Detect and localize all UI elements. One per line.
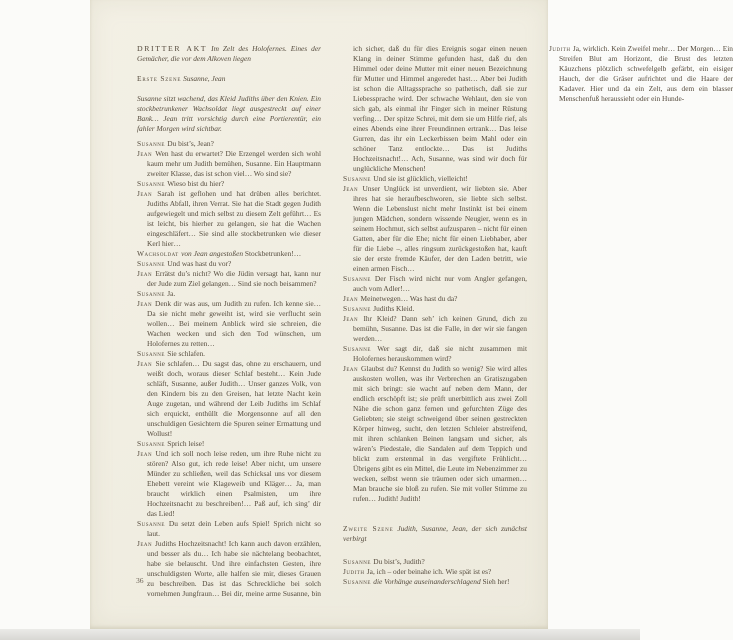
speech (549, 44, 733, 104)
speaker-name: Susanne (137, 439, 168, 448)
speaker-name: Susanne (137, 519, 169, 528)
speaker-name: Jean (343, 294, 361, 303)
speech-text: Sarah ist geflohen und hat drüben alles berichtet. Judiths Abfall, ihren Verrat. Sie hat die Stadt gegen Judith aufgewiegelt und mich selbst zu diesem Zelt geführt… Es ist leicht, bis hierher zu gelangen, sie hat die Wachen eingeschläfert… Sie sind alle stockbetrunken wie dieser Kerl hier… (147, 189, 322, 248)
scene-1-stage-direction: Susanne sitzt wachend, das Kleid Judiths über den Knien. Ein stockbetrunkener Wachsoldat liegt ausgestreckt auf einer Bank… Jean tritt vorsichtig durch eine Portierentür, ein fahler Morgen wird sichtbar. (137, 94, 321, 133)
speech-text: Der Fisch wird nicht nur vom Angler gefangen, auch vom Adler!… (353, 274, 527, 293)
speech-text: Denk dir was aus, um Judith zu rufen. Ich kenne sie… Da sie nicht mehr geweiht ist, wird sie verflucht sein wollen… Bei meinem Anblick wird sie schreien, die Wachen wecken und sich den Tod wünschen, um Holofernes zu retten… (147, 299, 321, 348)
scene-1-label: Erste Szene (137, 74, 182, 83)
speech-text: Sie schlafen. (167, 349, 206, 358)
speaker-name: Susanne (343, 577, 374, 586)
speech (343, 364, 527, 504)
speaker-name: Jean (137, 299, 156, 308)
scene-2-label: Zweite Szene (343, 524, 394, 533)
speech-text: Errätst du’s nicht? Wo die Jüdin versagt hat, kann nur der Jude zum Ziel gelangen… Sind sie noch beisammen? (147, 269, 321, 288)
stage-note-inline: von Jean angestoßen (181, 249, 245, 258)
speaker-name: Susanne (137, 179, 168, 188)
speech-text: Sieh her! (482, 577, 510, 586)
speech-text: Und ich soll noch leise reden, um ihre Ruhe nicht zu stören? Also gut, ich rede leise! Aber nicht, um unsere Münder zu schließen, weil das Schicksal uns vor diesem Ehebett vereint wie Klageweib und Kläger… Ja, man braucht wirklich einen Psalmisten, um ihre Hochzeitsnacht zu beschreiben!… Paß auf, ich sing’ dir das Lied! (147, 449, 321, 518)
speech (137, 289, 321, 299)
speech-text: Und sie ist glücklich, vielleicht! (373, 174, 468, 183)
speaker-name: Jean (343, 364, 362, 373)
speaker-name: Jean (137, 149, 156, 158)
scene-2-characters: Judith, Susanne, Jean, der sich zunächst verbirgt (343, 524, 527, 543)
page-number: 36 (136, 576, 144, 585)
speaker-name: Susanne (343, 344, 378, 353)
photo-bottom-edge (0, 629, 640, 640)
page-text-columns (137, 44, 733, 604)
speech (137, 179, 321, 189)
speaker-name: Jean (137, 449, 156, 458)
speaker-name: Judith (549, 44, 573, 53)
speech-text: Judiths Kleid. (373, 304, 415, 313)
act-label: DRITTER AKT (137, 44, 208, 53)
speech (343, 557, 527, 567)
speech-text: Und was hast du vor? (167, 259, 232, 268)
speaker-name: Jean (137, 359, 156, 368)
speech-text: Ja, ich – oder beinahe ich. Wie spät ist es? (366, 567, 492, 576)
speaker-name: Susanne (137, 349, 168, 358)
speech (343, 577, 527, 587)
speaker-name: Jean (343, 184, 363, 193)
scene-2-heading (343, 524, 527, 544)
book-page (90, 0, 733, 629)
speech-text: Glaubst du? Kennst du Judith so wenig? Sie wird alles auskosten wollen, was ihr Verbrechen an Gratiszugaben mit sich bringt: sie wacht auf neben dem Mann, der endlich erschöpft ist; sie prüft unerbittlich aus zwei Zoll Nähe die schon ganz fernen und gefurchten Züge des Geliebten; sie steigt schweigend über seinen gestreckten Körper hinweg, sucht, den letzten Schleier abstreifend, mit ihren schlanken Beinen langsam und sicher, als wären’s Piedestale, die Sandalen auf dem Teppich und blickt zum erstenmal in das vergiftete Frühlicht… Übrigens gibt es ein Mittel, die Leute im Nebenzimmer zu wecken, selbst wenn sie träumen oder sich umarmen… Man brauche sie bloß zu rufen. Sie mit voller Stimme zu rufen… Judith! Judith! (353, 364, 528, 503)
speaker-name: Susanne (343, 304, 374, 313)
speech (137, 349, 321, 359)
speech (137, 149, 321, 179)
speech-text: Ihr Kleid? Dann seh’ ich keinen Grund, dich zu bemühn, Susanne. Das ist die Falle, in der wir sie fangen werden… (353, 314, 527, 343)
speech (343, 294, 527, 304)
speech (137, 259, 321, 269)
speaker-name: Jean (137, 539, 156, 548)
scene-1-heading (137, 74, 321, 84)
speech (137, 439, 321, 449)
speech (137, 519, 321, 539)
speaker-name: Susanne (343, 557, 374, 566)
speaker-name: Jean (343, 314, 364, 323)
speech-text: Du setzt dein Leben aufs Spiel! Sprich nicht so laut. (147, 519, 321, 538)
speaker-name: Judith (343, 567, 367, 576)
speech (343, 344, 527, 364)
act-subtitle: Im Zelt des Holofernes. Eines der Gemächer, die vor dem Alkoven liegen (137, 44, 321, 63)
act-heading (137, 44, 321, 64)
speaker-name: Susanne (137, 289, 168, 298)
speech (343, 184, 527, 274)
speech (137, 249, 321, 259)
speaker-name: Susanne (137, 139, 168, 148)
speech (137, 299, 321, 349)
speech-text: Judiths Hochzeitsnacht! Ich kann auch davon erzählen, und besser als du… Ich habe sie nächtelang beobachtet, habe sie belauscht. Und ihre einfachsten Gesten, ihre unschuldigsten Worte, alle halfen sie mir, dieses Grauen zu beschreiben. Das ist das Schreckliche bei solch vornehmen Jungfraun… Bei dir, meine arme Susanne, bin ich sicher, daß du für dies Ereignis sogar einen neuen Klang in deiner Stimme gefunden hast, daß du den Himmel oder deine Mutter mit einer neuen Bezeichnung für Mutter und Himmel angeredet hast… Aber bei Judith ist schon die Alltagssprache so pathetisch, daß sie zur Liebessprache wird. Der schwache Wehlaut, den sie von sich gab, als einmal ihr Finger sich in meiner Rüstung verfing… Der spitze Schrei, mit dem sie um Hilfe rief, als eines Abends eine ihrer Freundinnen ertrank… Das leise Gurren, das ihr ein Leckerbissen beim Mahl oder ein schöner Tanz entlockte… Das ist Judiths Hochzeitsnacht!… Ach, Susanne, was sind wir doch für unglückliche Menschen! (147, 44, 527, 598)
speech (137, 359, 321, 439)
speech (343, 174, 527, 184)
speech (343, 314, 527, 344)
speech-text: Sprich leise! (167, 439, 205, 448)
speech-text: Meinetwegen… Was hast du da? (360, 294, 458, 303)
speech-text: Wer sagt dir, daß sie nicht zusammen mit Holofernes herauskommen wird? (353, 344, 527, 363)
speaker-name: Jean (137, 189, 158, 198)
scene-1-characters: Susanne, Jean (183, 74, 226, 83)
speaker-name: Jean (137, 269, 156, 278)
speech-text: Unser Unglück ist unverdient, wir liebten sie. Aber ihres hat sie heraufbeschworen, sie liebte sich selbst. Wenn die Lebenslust nicht mehr Instinkt ist bei einem jungen Mädchen, sondern wissende Neugier, wenn es in seinem Hochmut, sich selbst aufzusparen – nicht für einen Gatten, aber für die Ehe; nicht für einen Liebhaber, aber für die Liebe –, alles ringsum zurückgestoßen hat, kauft sie der erste fremde Käufer, der den Laden betritt, wie einen armen Fisch… (353, 184, 528, 273)
speech (137, 269, 321, 289)
speech (137, 139, 321, 149)
speaker-name: Wachsoldat (137, 249, 182, 258)
speaker-name: Susanne (343, 274, 375, 283)
speech (343, 567, 527, 577)
speech (137, 189, 321, 249)
speech (137, 449, 321, 519)
speech-text: Sie schlafen… Du sagst das, ohne zu erschauern, und weißt doch, woraus dieser Schlaf besteht… Kein Jude schläft, Susanne, außer Judith… Unser ganzes Volk, von den Kindern bis zu den Greisen, hat letzte Nacht kein Auge zugetan, und während der Leib Judiths im Schlaf sich erquickt, enthüllt die Morgensonne auf all den unschuldigen Gesichtern die Spuren seiner Ermattung und Wollust! (147, 359, 321, 438)
speech-text: Wieso bist du hier? (167, 179, 225, 188)
speech-text: Ja. (167, 289, 176, 298)
speech (343, 304, 527, 314)
stage-note-inline: die Vorhänge auseinanderschlagend (373, 577, 483, 586)
speech-text: Ja, wirklich. Kein Zweifel mehr… Der Morgen… Ein Streifen Blut am Horizont, die Brust des letzten Käuzchens plötzlich schwefelgelb gefärbt, ein eisiger Hauch, der die Gräser aufrichtet und die Haare der Kadaver. Hier und da ein Zelt, aus dem ein blasser Menschenfuß heraussieht oder ein Hunde- (559, 44, 733, 103)
speech-text: Stockbetrunken!… (244, 249, 302, 258)
speech-text: Du bist’s, Judith? (373, 557, 425, 566)
speaker-name: Susanne (343, 174, 374, 183)
speech-text: Du bist’s, Jean? (167, 139, 214, 148)
speech (343, 274, 527, 294)
speaker-name: Susanne (137, 259, 168, 268)
speech-text: Wen hast du erwartet? Die Erzengel werden sich wohl kaum mehr um Judith bemühen, Susanne. Ein Hauptmann zweiter Klasse, das ist schon viel… Wo sind sie? (147, 149, 322, 178)
